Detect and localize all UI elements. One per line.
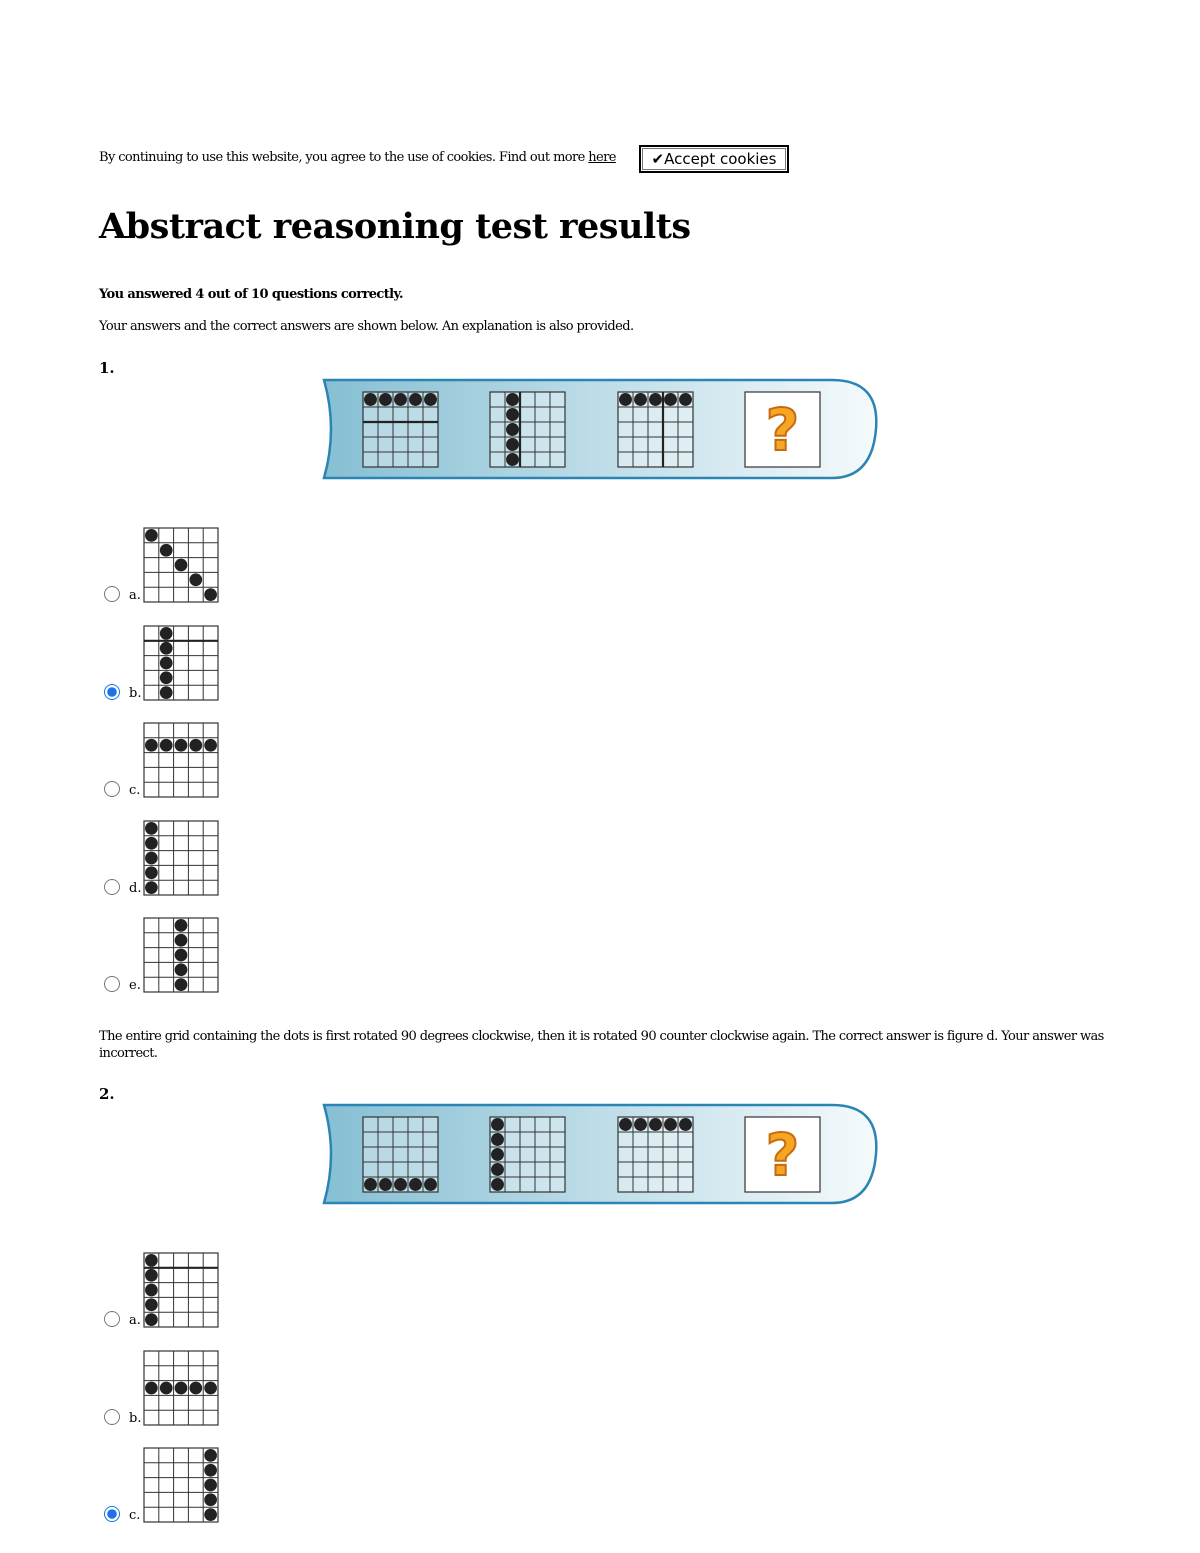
question-mark: ? bbox=[765, 1121, 800, 1189]
answer-radio[interactable] bbox=[104, 781, 120, 797]
answer-figure bbox=[142, 916, 220, 994]
grid-dot bbox=[160, 686, 173, 699]
grid-dot bbox=[619, 393, 632, 406]
grid-dot bbox=[145, 1254, 158, 1267]
grid-dot bbox=[379, 1178, 392, 1191]
grid-dot bbox=[204, 1449, 217, 1462]
answer-radio[interactable] bbox=[104, 1409, 120, 1425]
grid-dot bbox=[204, 1479, 217, 1492]
answer-figure bbox=[142, 819, 220, 897]
answer-letter: c. bbox=[129, 1508, 141, 1523]
question-mark-icon bbox=[745, 1117, 820, 1192]
grid-dot bbox=[491, 1148, 504, 1161]
grid-frame bbox=[144, 626, 218, 700]
dot-grid bbox=[144, 1448, 218, 1522]
grid-dot bbox=[160, 1381, 173, 1394]
grid-dot bbox=[204, 1508, 217, 1521]
dot-grid bbox=[490, 1117, 565, 1192]
question-mark-icon bbox=[745, 392, 820, 467]
question-mark: ? bbox=[765, 396, 800, 464]
dot-grid bbox=[144, 626, 218, 700]
grid-dot bbox=[424, 393, 437, 406]
answer-radio[interactable] bbox=[104, 1311, 120, 1327]
grid-dot bbox=[506, 438, 519, 451]
grid-dot bbox=[491, 1163, 504, 1176]
answer-letter: c. bbox=[129, 783, 141, 798]
grid-dot bbox=[409, 393, 422, 406]
grid-frame bbox=[490, 392, 565, 467]
grid-dot bbox=[634, 393, 647, 406]
grid-dot bbox=[145, 1284, 158, 1297]
answer-radio[interactable] bbox=[104, 976, 120, 992]
dot-grid bbox=[618, 392, 693, 467]
answer-figure bbox=[142, 526, 220, 604]
grid-dot bbox=[160, 671, 173, 684]
answer-explanation: The entire grid containing the dots is first rotated 90 degrees clockwise, then it is rotated 90 counter clockwise again. The correct answer is figure d. Your answer was incorrect. bbox=[99, 1029, 1104, 1061]
grid-dot bbox=[394, 1178, 407, 1191]
grid-dot bbox=[634, 1118, 647, 1131]
dot-grid bbox=[144, 821, 218, 895]
grid-dot bbox=[160, 627, 173, 640]
answer-letter: d. bbox=[129, 880, 142, 896]
grid-dot bbox=[506, 423, 519, 436]
dot-grid bbox=[363, 392, 438, 467]
answer-figure bbox=[142, 1349, 220, 1427]
cookie-more-link[interactable]: here bbox=[588, 150, 616, 165]
answer-letter: a. bbox=[129, 1313, 141, 1328]
dot-grid bbox=[144, 918, 218, 992]
cookie-message: By continuing to use this website, you agree to the use of cookies. Find out more bbox=[99, 150, 585, 165]
results-intro: Your answers and the correct answers are shown below. An explanation is also provided. bbox=[99, 319, 634, 334]
grid-dot bbox=[175, 559, 188, 572]
grid-dot bbox=[204, 739, 217, 752]
grid-dot bbox=[145, 881, 158, 894]
grid-dot bbox=[145, 822, 158, 835]
page-title: Abstract reasoning test results bbox=[99, 206, 691, 247]
answer-letter: b. bbox=[129, 1410, 142, 1426]
grid-dot bbox=[491, 1118, 504, 1131]
grid-dot bbox=[506, 393, 519, 406]
answer-figure bbox=[142, 1251, 220, 1329]
grid-dot bbox=[394, 393, 407, 406]
question-sequence-banner bbox=[320, 377, 880, 481]
dot-grid bbox=[144, 1351, 218, 1425]
grid-dot bbox=[175, 739, 188, 752]
grid-dot bbox=[160, 656, 173, 669]
grid-dot bbox=[175, 919, 188, 932]
grid-dot bbox=[175, 963, 188, 976]
grid-dot bbox=[145, 529, 158, 542]
dot-grid bbox=[144, 723, 218, 797]
score-summary: You answered 4 out of 10 questions correctly. bbox=[99, 287, 403, 302]
grid-dot bbox=[189, 739, 202, 752]
grid-dot bbox=[175, 978, 188, 991]
grid-dot bbox=[145, 866, 158, 879]
dot-grid bbox=[144, 528, 218, 602]
grid-dot bbox=[145, 851, 158, 864]
answer-radio[interactable] bbox=[104, 879, 120, 895]
dot-grid bbox=[618, 1117, 693, 1192]
question-number: 2. bbox=[99, 1085, 115, 1103]
grid-dot bbox=[664, 393, 677, 406]
grid-dot bbox=[175, 934, 188, 947]
grid-dot bbox=[664, 1118, 677, 1131]
grid-dot bbox=[491, 1178, 504, 1191]
grid-dot bbox=[145, 1313, 158, 1326]
grid-dot bbox=[175, 949, 188, 962]
grid-frame bbox=[144, 723, 218, 797]
grid-dot bbox=[204, 1381, 217, 1394]
grid-dot bbox=[649, 1118, 662, 1131]
grid-dot bbox=[204, 1464, 217, 1477]
grid-dot bbox=[145, 1269, 158, 1282]
grid-dot bbox=[145, 1298, 158, 1311]
answer-letter: b. bbox=[129, 685, 142, 701]
cookie-notice bbox=[99, 150, 616, 165]
dot-grid bbox=[490, 392, 565, 467]
answer-radio[interactable] bbox=[104, 1506, 120, 1522]
answer-radio[interactable] bbox=[104, 684, 120, 700]
grid-dot bbox=[145, 836, 158, 849]
grid-dot bbox=[379, 393, 392, 406]
grid-dot bbox=[189, 573, 202, 586]
dot-grid bbox=[363, 1117, 438, 1192]
grid-dot bbox=[649, 393, 662, 406]
accept-cookies-button[interactable]: ✔Accept cookies bbox=[639, 145, 789, 173]
grid-dot bbox=[145, 1381, 158, 1394]
grid-dot bbox=[364, 393, 377, 406]
answer-radio[interactable] bbox=[104, 586, 120, 602]
grid-dot bbox=[679, 1118, 692, 1131]
answer-letter: e. bbox=[129, 978, 141, 993]
dot-grid bbox=[144, 1253, 218, 1327]
grid-dot bbox=[364, 1178, 377, 1191]
grid-dot bbox=[204, 1493, 217, 1506]
answer-figure bbox=[142, 721, 220, 799]
answer-figure bbox=[142, 624, 220, 702]
grid-dot bbox=[491, 1133, 504, 1146]
grid-dot bbox=[679, 393, 692, 406]
grid-dot bbox=[506, 453, 519, 466]
grid-dot bbox=[160, 641, 173, 654]
grid-dot bbox=[189, 1381, 202, 1394]
grid-dot bbox=[409, 1178, 422, 1191]
grid-dot bbox=[175, 1381, 188, 1394]
grid-dot bbox=[204, 588, 217, 601]
grid-dot bbox=[424, 1178, 437, 1191]
answer-letter: a. bbox=[129, 588, 141, 603]
grid-dot bbox=[160, 739, 173, 752]
grid-dot bbox=[145, 739, 158, 752]
question-sequence-banner bbox=[320, 1102, 880, 1206]
answer-figure bbox=[142, 1446, 220, 1524]
grid-dot bbox=[506, 408, 519, 421]
grid-dot bbox=[160, 544, 173, 557]
question-number: 1. bbox=[99, 359, 115, 377]
grid-dot bbox=[619, 1118, 632, 1131]
